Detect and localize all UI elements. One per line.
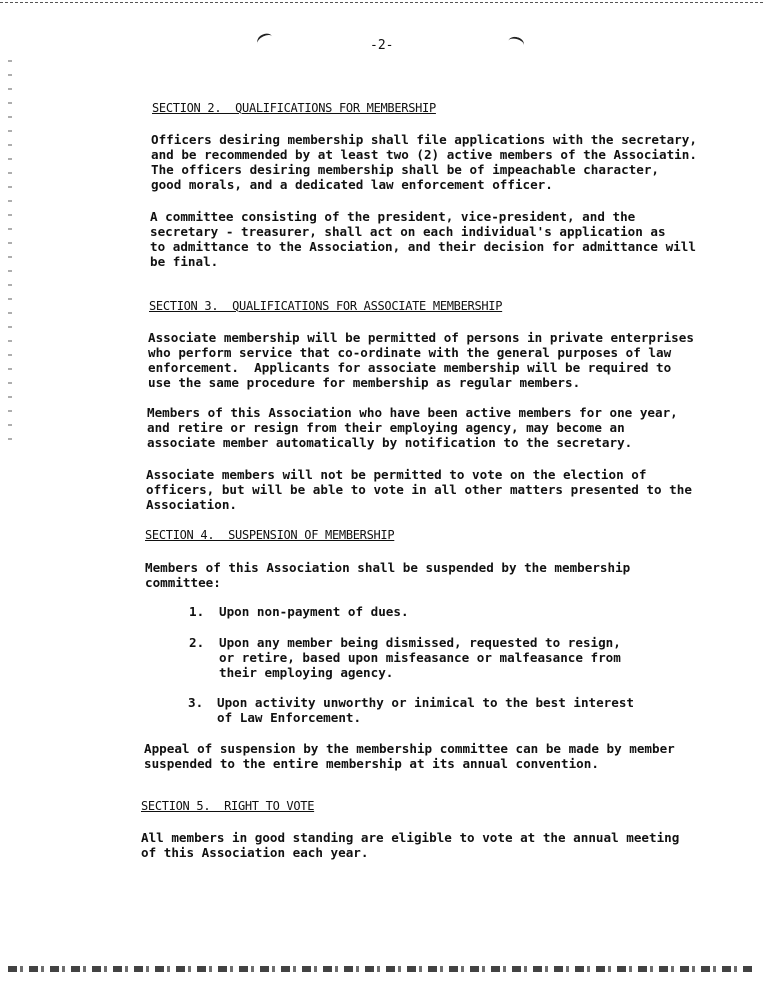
scan-mark-left xyxy=(255,31,275,49)
list-item-text: Upon activity unworthy or inimical to the best interest of Law Enforcement. xyxy=(217,695,635,725)
section-4-appeal: Appeal of suspension by the membership committee can be made by member suspended to the entire membership at its annual convention. xyxy=(144,741,675,771)
section-4-heading: SECTION 4. SUSPENSION OF MEMBERSHIP xyxy=(145,528,395,542)
list-item-number: 2. xyxy=(189,635,205,650)
section-2-heading: SECTION 2. QUALIFICATIONS FOR MEMBERSHIP xyxy=(152,101,436,115)
section-4-intro: Members of this Association shall be suspended by the membership committee: xyxy=(145,560,631,590)
section-3-paragraph-3: Associate members will not be permitted to vote on the election of officers, but will be able to vote in all other matters presented to the Association. xyxy=(146,467,692,512)
scan-mark-right xyxy=(507,35,526,51)
list-item-text: Upon non-payment of dues. xyxy=(219,604,409,619)
section-2-paragraph-1: Officers desiring membership shall file applications with the secretary, and be recommended by at least two (2) active members of the Associatin. The officers desiring membership shall be of impeachable character, good morals, and a dedicated law enforcement officer. xyxy=(151,132,697,192)
section-2-paragraph-2: A committee consisting of the president, vice-president, and the secretary - treasurer, shall act on each individual's application as to admittance to the Association, and their decision for admittance will be final. xyxy=(150,209,696,269)
section-5-heading: SECTION 5. RIGHT TO VOTE xyxy=(141,799,315,813)
bottom-scan-artifact xyxy=(8,966,753,972)
list-item-text: Upon any member being dismissed, requested to resign, or retire, based upon misfeasance or malfeasance from their employing agency. xyxy=(219,635,621,680)
list-item-number: 3. xyxy=(188,695,204,710)
list-item-number: 1. xyxy=(189,604,205,619)
section-3-heading: SECTION 3. QUALIFICATIONS FOR ASSOCIATE MEMBERSHIP xyxy=(149,299,503,313)
left-edge-specks xyxy=(8,60,12,440)
page-number: -2- xyxy=(370,38,394,53)
section-5-paragraph-1: All members in good standing are eligible to vote at the annual meeting of this Association each year. xyxy=(141,830,680,860)
top-edge-line xyxy=(0,2,763,3)
section-3-paragraph-1: Associate membership will be permitted of persons in private enterprises who perform service that co-ordinate with the general purposes of law enforcement. Applicants for associate membership will be required to use the same procedure for membership as regular members. xyxy=(148,330,694,390)
section-3-paragraph-2: Members of this Association who have been active members for one year, and retire or resign from their employing agency, may become an associate member automatically by notification to the secretary. xyxy=(147,405,678,450)
